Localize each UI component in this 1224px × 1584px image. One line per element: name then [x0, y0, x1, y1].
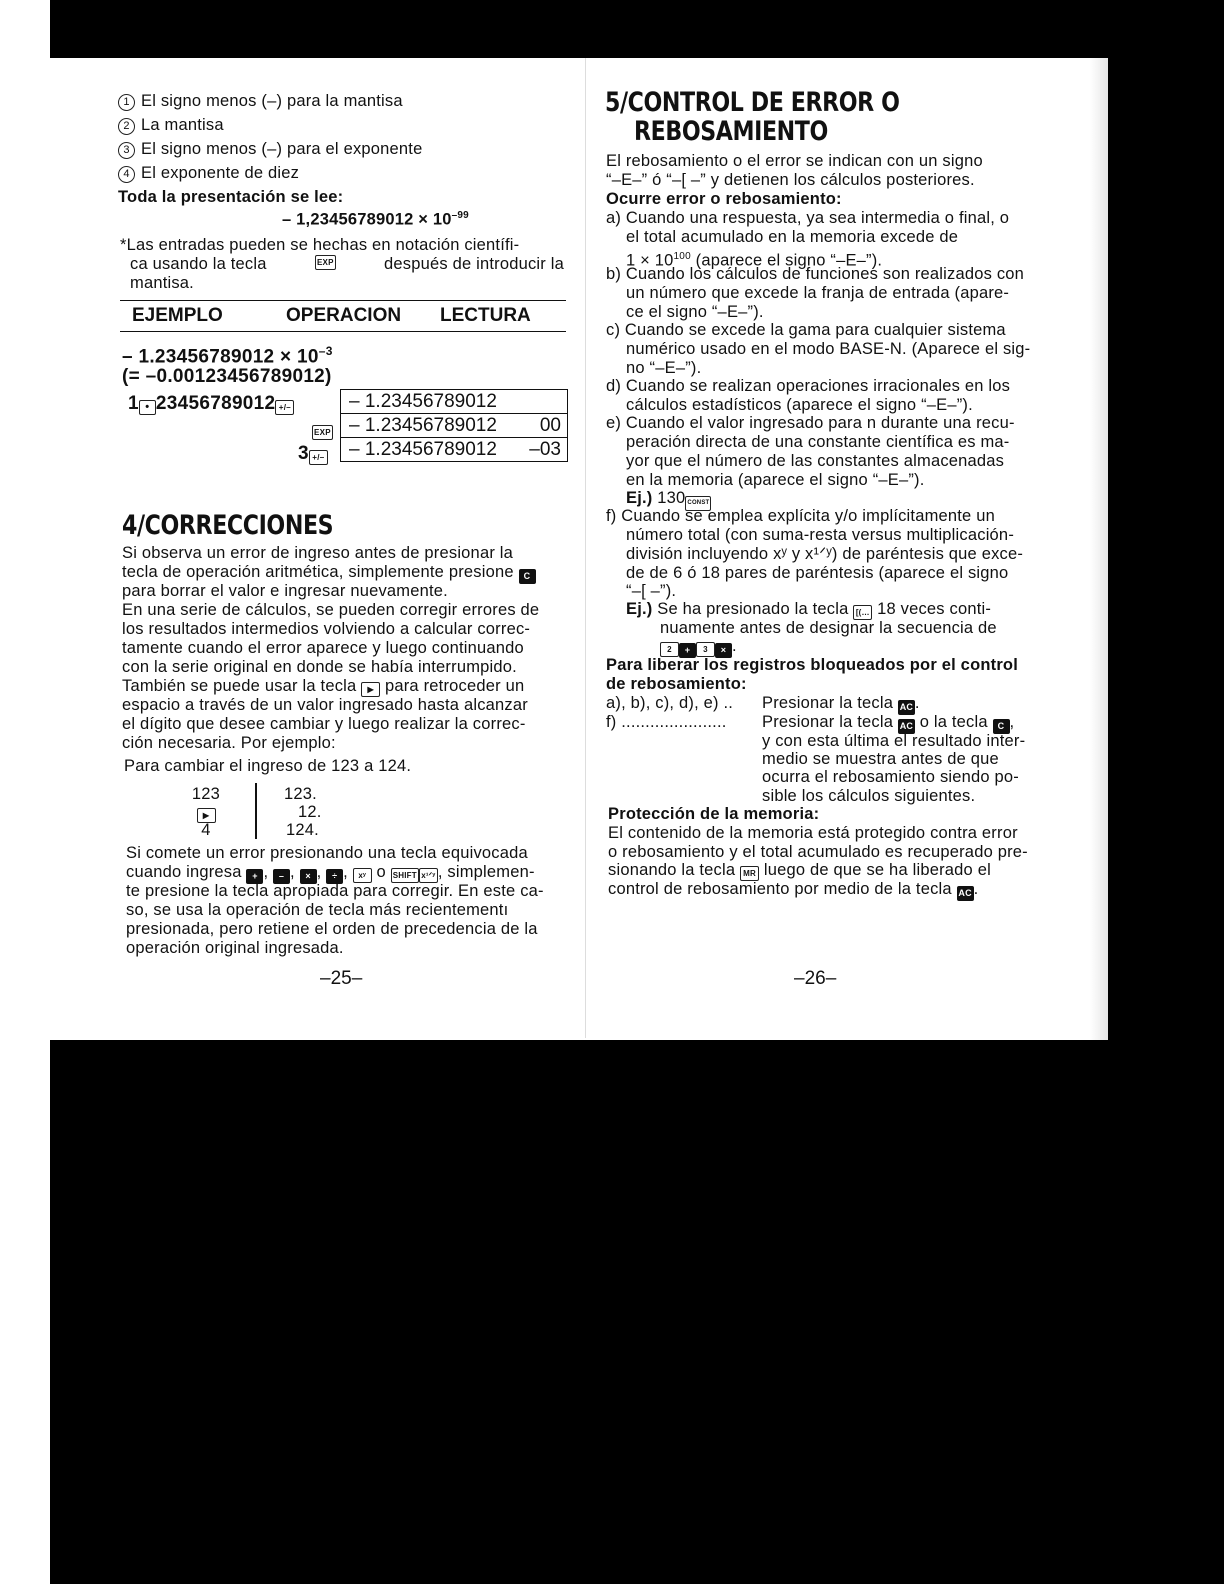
c-1: c) Cuando se excede la gama para cualquier sistema	[606, 321, 1006, 339]
reading-row-2: – 1.23456789012 00	[341, 414, 567, 438]
d-1: d) Cuando se realizan operaciones irracionales en los	[606, 377, 1011, 395]
item-2: 2 La mantisa	[118, 116, 224, 135]
section-5-title-line-2: REBOSAMIENTO	[634, 116, 828, 147]
note-line-3: mantisa.	[130, 274, 194, 292]
reading-row-3: – 1.23456789012 –03	[349, 439, 561, 460]
mem-2: o rebosamiento y el total acumulado es recuperado pre-	[608, 843, 1028, 861]
f-example-1: Ej.) Se ha presionado la tecla [(… 18 veces conti-	[626, 600, 992, 618]
change-right-2: 12.	[298, 803, 322, 821]
release-f-3: medio se muestra antes de que	[762, 750, 999, 768]
release-heading-2: de rebosamiento:	[606, 675, 747, 693]
note-line-1: *Las entradas pueden se hechas en notación científi-	[120, 236, 520, 254]
s4-line-4: En una serie de cálculos, se pueden corregir errores de	[122, 601, 540, 619]
intro-2: “–E–” ó “–[ –” y detienen los cálculos posteriores.	[606, 171, 975, 189]
s4-tail-3: te presione la tecla apropiada para corregir. En este ca-	[126, 882, 544, 900]
change-right-3: 124.	[286, 821, 319, 839]
occurs-heading: Ocurre error o rebosamiento:	[606, 190, 842, 208]
item-4: 4 El exponente de diez	[118, 164, 299, 183]
operation-row-2	[312, 418, 333, 440]
divide-key-icon: ÷	[326, 869, 343, 884]
display-readings	[340, 389, 568, 462]
reads-label: Toda la presentación se lee:	[118, 188, 344, 206]
memory-heading: Protección de la memoria:	[608, 805, 820, 823]
header-ejemplo: EJEMPLO	[132, 305, 223, 326]
release-f-label: f) ......................	[606, 713, 727, 731]
a-1: a) Cuando una respuesta, ya sea intermedia o final, o	[606, 209, 1010, 227]
a-2: el total acumulado en la memoria excede de	[626, 228, 959, 246]
root-key-icon: x¹ᐟʸ	[419, 868, 438, 883]
change-right-1: 123.	[284, 785, 317, 803]
b-1: b) Cuando los cálculos de funciones son realizados con	[606, 265, 1025, 283]
change-left-1: 123	[191, 785, 221, 803]
s4-tail-5: presionada, pero retiene el orden de precedencia de la	[126, 920, 538, 938]
arrow-right-key-icon: ▶	[197, 808, 216, 823]
reading-row-1: – 1.23456789012	[341, 390, 567, 414]
change-divider	[255, 783, 257, 839]
mem-4: control de rebosamiento por medio de la tecla AC .	[608, 880, 978, 901]
plus-key-icon: +	[679, 643, 696, 658]
release-f-1: Presionar la tecla AC o la tecla C ,	[762, 713, 1014, 734]
s4-line-10: el dígito que desee cambiar y luego realizar la correc-	[122, 715, 526, 733]
item-1: 1 El signo menos (–) para la mantisa	[118, 92, 403, 111]
s4-tail-6: operación original ingresada.	[126, 939, 344, 957]
section-5-title-line-1: 5/CONTROL DE ERROR O	[605, 87, 900, 118]
c-key-icon: C	[519, 569, 536, 584]
power-key-icon: xʸ	[353, 868, 372, 883]
ac-key-icon: AC	[898, 700, 915, 715]
page-number-left: –25–	[320, 968, 363, 989]
intro-1: El rebosamiento o el error se indican con un signo	[606, 152, 983, 170]
s4-tail-2: cuando ingresa + , – , × , ÷ , xʸ o SHIFT x¹ᐟʸ , simplemen-	[126, 863, 535, 884]
ac-key-icon: AC	[898, 719, 915, 734]
f-sequence: 2 + 3 × .	[660, 637, 737, 658]
s4-line-7: con la serie original en donde se había interrumpido.	[122, 658, 517, 676]
e-example: Ej.) 130 CONST	[626, 489, 711, 511]
header-lectura: LECTURA	[440, 305, 531, 326]
s4-line-8: También se puede usar la tecla ▶ para retroceder un	[122, 677, 525, 695]
const-key-icon: CONST	[685, 496, 711, 511]
e-3: yor que el número de las constantes almacenadas	[626, 452, 1005, 470]
operation-row-1: 1 • 23456789012 +/–	[128, 393, 294, 415]
s4-tail-4: so, se usa la operación de tecla más recientementı	[126, 901, 509, 919]
multiply-key-icon: ×	[715, 643, 732, 658]
shift-key-icon: SHIFT	[391, 868, 419, 883]
s4-line-6: tamente cuando el error aparece y luego continuando	[122, 639, 524, 657]
s4-line-5: los resultados intermedios volviendo a calcular correc-	[122, 620, 531, 638]
exp-key-icon: EXP	[312, 425, 333, 440]
multiply-key-icon: ×	[300, 869, 317, 884]
release-f-5: sible los cálculos siguientes.	[762, 787, 976, 805]
release-a-text: Presionar la tecla AC .	[762, 694, 920, 715]
reads-value: – $1,23456789012 \times 10^{-99}$	[282, 210, 469, 229]
header-operacion: OPERACION	[286, 305, 402, 326]
f-2: número total (con suma-resta versus multiplicación-	[626, 526, 1015, 544]
page-gutter	[585, 58, 586, 1038]
page-number-right: –26–	[794, 968, 837, 989]
f-3: división incluyendo xʸ y x¹ᐟʸ) de paréntesis que exce-	[626, 545, 1024, 563]
s4-tail-1: Si comete un error presionando una tecla equivocada	[126, 844, 528, 862]
item-3: 3 El signo menos (–) para el exponente	[118, 140, 422, 159]
page-edge-shadow	[1090, 58, 1108, 1040]
b-3: ce el signo “–E–”).	[626, 303, 764, 321]
two-key-icon: 2	[660, 642, 679, 657]
c-key-icon: C	[993, 719, 1010, 734]
release-a-label: a), b), c), d), e) ..	[606, 694, 734, 712]
change-left-3: 4	[201, 821, 211, 839]
sign-change-key-icon: +/–	[309, 450, 328, 465]
release-heading-1: Para liberar los registros bloqueados por el control	[606, 656, 1018, 674]
d-2: cálculos estadísticos (aparece el signo “–E–”).	[626, 396, 973, 414]
f-example-2: nuamente antes de designar la secuencia de	[660, 619, 997, 637]
e-2: peración directa de una constante científica es ma-	[626, 433, 1010, 451]
a-3: $1 \times 10^{100}$ (aparece el signo “–E–”).	[626, 251, 883, 270]
c-2: numérico usado en el modo BASE-N. (Aparece el sig-	[626, 340, 1031, 358]
f-5: “–[ –”).	[626, 582, 677, 600]
note-line-2: ca usando la tecla EXP después de introducir la	[130, 255, 564, 273]
plus-key-icon: +	[246, 869, 263, 884]
scan-border-bottom	[50, 1040, 1224, 1584]
s4-line-1: Si observa un error de ingreso antes de presionar la	[122, 544, 514, 562]
operation-row-3: 3 +/–	[298, 443, 328, 465]
arrow-right-key-icon: ▶	[361, 682, 380, 697]
f-4: de de 6 ó 18 pares de paréntesis (aparece el signo	[626, 564, 1009, 582]
e-1: e) Cuando el valor ingresado para n durante una recu-	[606, 414, 1015, 432]
minus-key-icon: –	[273, 869, 290, 884]
three-key-icon: 3	[696, 642, 715, 657]
b-2: un número que excede la franja de entrada (apare-	[626, 284, 1010, 302]
exp-key-icon: EXP	[315, 255, 336, 270]
section-4-title: 4/CORRECCIONES	[122, 510, 334, 541]
f-1: f) Cuando se emplea explícita y/o implícitamente un	[606, 507, 995, 525]
example-equivalent: (= –0.00123456789012)	[122, 366, 332, 387]
mr-key-icon: MR	[740, 866, 759, 881]
scan-border-top	[50, 0, 1224, 58]
e-4: en la memoria (aparece el signo “–E–”).	[626, 471, 925, 489]
s4-line-3: para borrar el valor e ingresar nuevamente.	[122, 582, 448, 600]
ac-key-icon: AC	[957, 886, 974, 901]
release-f-2: y con esta última el resultado inter-	[762, 732, 1026, 750]
open-paren-key-icon: [(…	[853, 605, 872, 620]
example-value: – $1.23456789012 \times 10^{-3}$	[122, 344, 333, 368]
mem-3: sionando la tecla MR luego de que se ha liberado el	[608, 861, 991, 879]
example-table-header	[120, 300, 566, 332]
sign-change-key-icon: +/–	[275, 400, 294, 415]
s4-line-12: Para cambiar el ingreso de 123 a 124.	[124, 757, 412, 775]
s4-line-11: ción necesaria. Por ejemplo:	[122, 734, 336, 752]
change-left-2	[188, 803, 224, 823]
s4-line-2: tecla de operación aritmética, simplemente presione C	[122, 563, 536, 584]
decimal-point-key-icon: •	[139, 400, 156, 415]
release-f-4: ocurra el rebosamiento siendo po-	[762, 768, 1019, 786]
c-3: no “–E–”).	[626, 359, 702, 377]
s4-line-9: espacio a través de un valor ingresado hasta alcanzar	[122, 696, 528, 714]
mem-1: El contenido de la memoria está protegido contra error	[608, 824, 1018, 842]
